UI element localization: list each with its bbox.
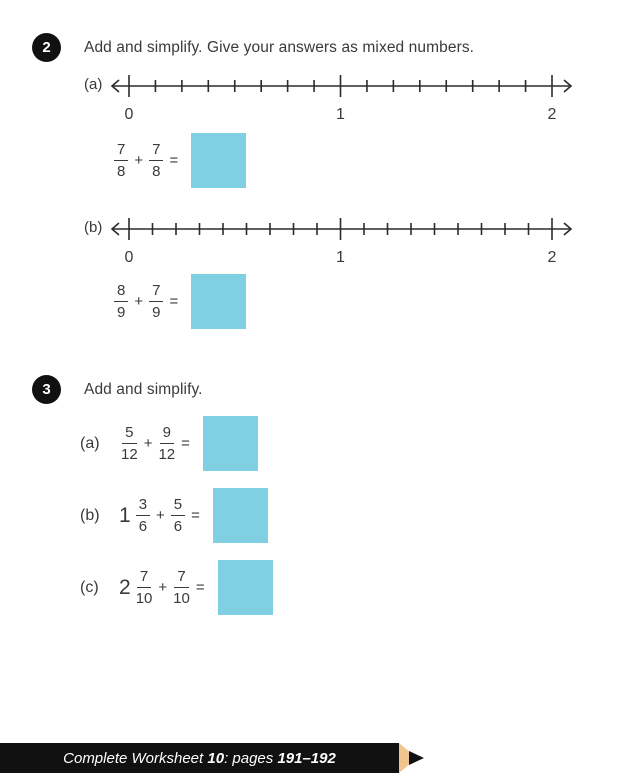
numerator: 7 xyxy=(137,569,151,588)
question-3-header xyxy=(32,375,203,404)
numerator: 7 xyxy=(149,142,163,161)
equals-sign: = xyxy=(169,293,179,310)
answer-box-2a[interactable] xyxy=(191,133,246,188)
denominator: 6 xyxy=(138,518,148,535)
question-2-prompt: Add and simplify. Give your answers as mixed numbers. xyxy=(84,38,475,56)
equals-sign: = xyxy=(191,507,200,524)
equation-3a xyxy=(80,416,258,471)
fraction xyxy=(149,283,163,320)
footer-worksheet-banner xyxy=(0,743,399,773)
numerator: 9 xyxy=(160,425,174,444)
part-label-3b: (b) xyxy=(80,506,100,524)
fraction xyxy=(171,497,185,534)
denominator: 12 xyxy=(158,446,176,463)
question-2-badge: 2 xyxy=(32,33,61,62)
footer-worksheet-number: 10 xyxy=(207,749,225,767)
part-label-3c: (c) xyxy=(80,578,99,596)
denominator: 10 xyxy=(173,590,190,607)
equation-3b xyxy=(80,488,268,543)
denominator: 9 xyxy=(117,304,126,321)
numerator: 5 xyxy=(171,497,185,516)
svg-text:2: 2 xyxy=(547,106,557,122)
numerator: 7 xyxy=(174,569,188,588)
fraction xyxy=(114,283,128,320)
equals-sign: = xyxy=(195,579,205,596)
footer-text: : pages xyxy=(224,749,278,767)
question-3-prompt: Add and simplify. xyxy=(84,380,203,398)
number-line-2b xyxy=(95,213,585,265)
fraction xyxy=(158,425,175,462)
equals-sign: = xyxy=(181,435,190,452)
denominator: 8 xyxy=(117,163,126,180)
denominator: 12 xyxy=(121,446,138,463)
plus-sign: + xyxy=(143,435,153,452)
plus-sign: + xyxy=(134,293,144,310)
answer-box-2b[interactable] xyxy=(191,274,246,329)
svg-text:0: 0 xyxy=(124,106,134,122)
number-line-2a xyxy=(95,70,585,122)
whole-number: 1 xyxy=(119,504,131,527)
fraction xyxy=(121,425,138,462)
part-label-3a: (a) xyxy=(80,434,100,452)
footer-text: Complete Worksheet xyxy=(63,749,208,767)
svg-text:1: 1 xyxy=(336,249,345,265)
svg-text:2: 2 xyxy=(547,249,557,265)
equation-3c xyxy=(80,560,273,615)
svg-text:1: 1 xyxy=(336,106,345,122)
fraction xyxy=(136,497,150,534)
answer-box-3b[interactable] xyxy=(213,488,268,543)
answer-box-3c[interactable] xyxy=(218,560,273,615)
part-label-2b: (b) xyxy=(84,219,103,236)
plus-sign: + xyxy=(158,579,168,596)
plus-sign: + xyxy=(156,507,165,524)
plus-sign: + xyxy=(134,152,144,169)
svg-text:0: 0 xyxy=(124,249,134,265)
footer-page-range: 191–192 xyxy=(277,749,336,767)
numerator: 8 xyxy=(114,283,128,302)
part-label-2a: (a) xyxy=(84,76,103,93)
pencil-tip-icon xyxy=(409,751,424,765)
numerator: 5 xyxy=(122,425,136,444)
answer-box-3a[interactable] xyxy=(203,416,258,471)
equation-2b xyxy=(112,274,246,329)
numerator: 7 xyxy=(114,142,128,161)
fraction xyxy=(114,142,128,179)
equals-sign: = xyxy=(169,152,179,169)
fraction xyxy=(173,569,190,606)
denominator: 10 xyxy=(135,590,153,607)
denominator: 8 xyxy=(152,163,161,180)
question-3-badge: 3 xyxy=(32,375,61,404)
fraction xyxy=(149,142,163,179)
denominator: 9 xyxy=(152,304,161,321)
question-2-header xyxy=(32,33,474,62)
numerator: 3 xyxy=(136,497,150,516)
whole-number: 2 xyxy=(119,576,131,599)
numerator: 7 xyxy=(149,283,163,302)
denominator: 6 xyxy=(173,518,183,535)
fraction xyxy=(136,569,153,606)
equation-2a xyxy=(112,133,246,188)
